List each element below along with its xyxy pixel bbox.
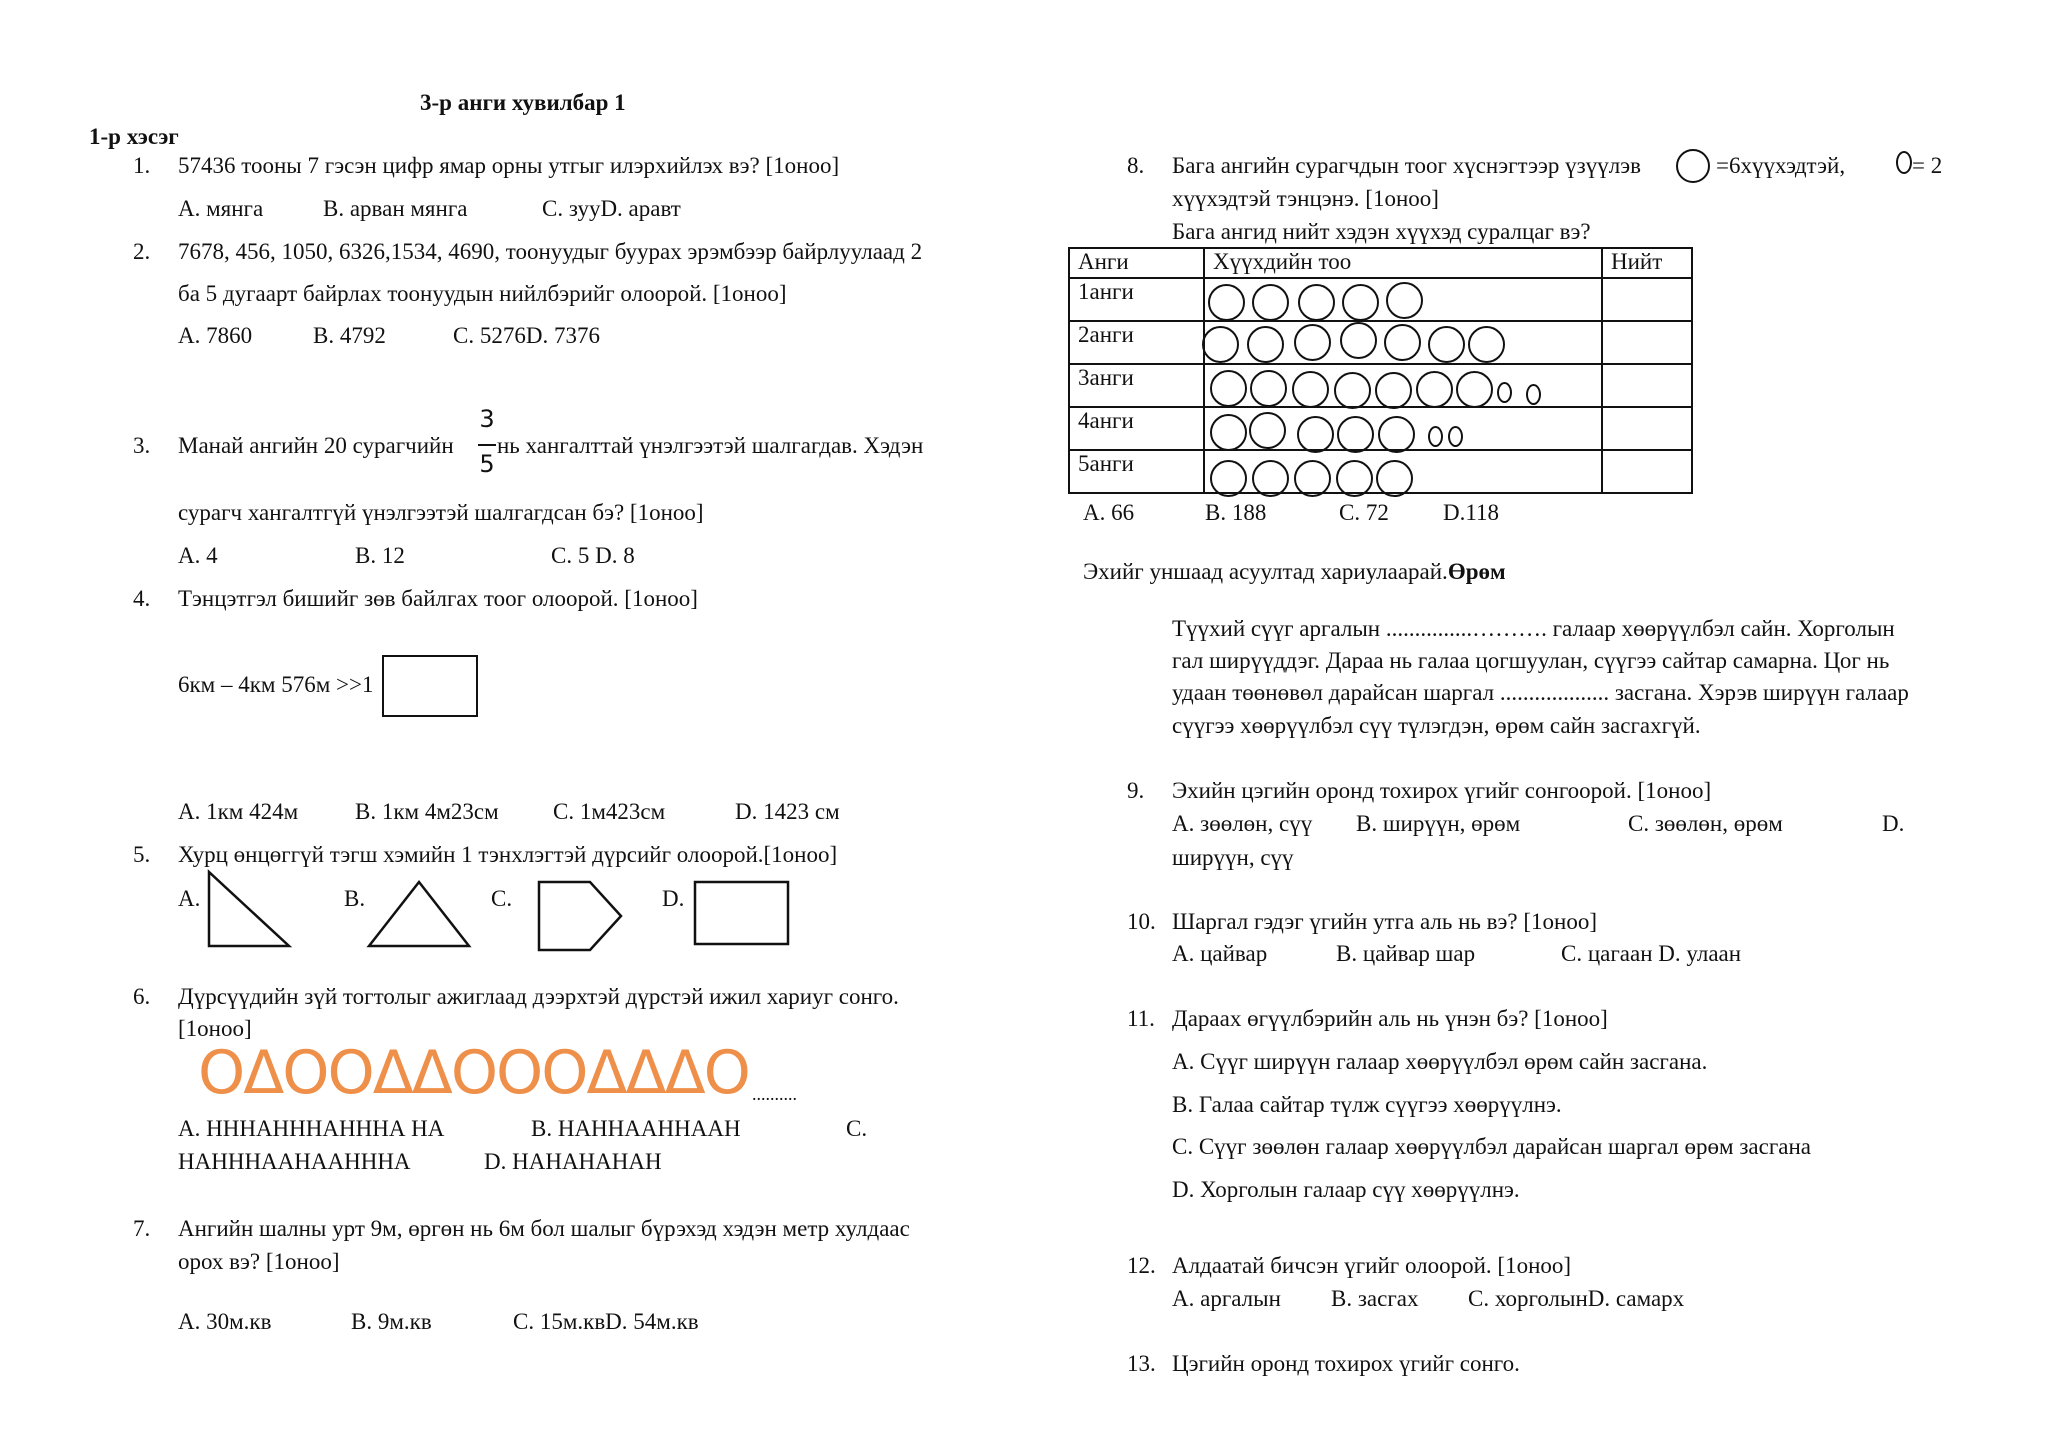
q8-option-a: A. 66 bbox=[1083, 500, 1135, 525]
q6-option-c: НАНННААНААНННА bbox=[178, 1149, 411, 1174]
q11-option-a: A. Сүүг ширүүн галаар хөөрүүлбэл өрөм сайн засгана. bbox=[1172, 1049, 1708, 1074]
big-circle-icon bbox=[1386, 282, 1423, 319]
pentagon-shape bbox=[535, 878, 625, 954]
big-circle-icon bbox=[1252, 460, 1289, 497]
q1-number: 1. bbox=[133, 153, 151, 178]
big-circle-icon bbox=[1298, 284, 1335, 321]
q8-line3: Бага ангид нийт хэдэн хүүхэд суралцаг вэ? bbox=[1172, 219, 1591, 244]
big-circle-icon bbox=[1249, 412, 1286, 449]
q4-option-b: B. 1км 4м23см bbox=[355, 799, 499, 824]
q9-option-a: A. зөөлөн, сүү bbox=[1172, 811, 1313, 836]
q9-option-c: C. зөөлөн, өрөм bbox=[1628, 811, 1783, 836]
q10-option-a: A. цайвар bbox=[1172, 941, 1268, 966]
table-row-label: 5анги bbox=[1069, 450, 1204, 493]
q3-fraction-numerator: 3 bbox=[479, 405, 495, 433]
big-circle-icon bbox=[1384, 324, 1421, 361]
big-circle-icon bbox=[1210, 414, 1247, 451]
big-circle-icon bbox=[1294, 324, 1331, 361]
small-circle-icon bbox=[1896, 151, 1912, 174]
q8-line2: хүүхэдтэй тэнцэнэ. [1оноо] bbox=[1172, 186, 1439, 211]
q4-text: Тэнцэтгэл бишийг зөв байлгах тоог олоорой. [1оноо] bbox=[178, 586, 698, 611]
q4-number: 4. bbox=[133, 586, 151, 611]
small-circle-icon bbox=[1497, 382, 1512, 403]
q2-option-a: A. 7860 bbox=[178, 323, 253, 348]
big-circle-icon bbox=[1375, 372, 1412, 409]
q7-number: 7. bbox=[133, 1216, 151, 1241]
q8-line1-c: = 2 bbox=[1912, 153, 1943, 178]
q5-number: 5. bbox=[133, 842, 151, 867]
q10-text: Шаргал гэдэг үгийн утга аль нь вэ? [1оноо] bbox=[1172, 909, 1597, 934]
q2-option-b: B. 4792 bbox=[313, 323, 386, 348]
reading-title: Өрөм bbox=[1447, 559, 1506, 584]
q12-option-c: C. хорголынD. самарх bbox=[1468, 1286, 1685, 1311]
big-circle-icon bbox=[1340, 322, 1377, 359]
q6-shape-pattern: OΔOOΔΔOOOΔΔΔO bbox=[198, 1038, 749, 1108]
table-header-grade: Анги bbox=[1069, 248, 1204, 278]
q2-line1: 7678, 456, 1050, 6326,1534, 4690, тоонуудыг буурах эрэмбээр байрлуулаад 2 bbox=[178, 239, 923, 264]
q11-text: Дараах өгүүлбэрийн аль нь үнэн бэ? [1оноо] bbox=[1172, 1006, 1608, 1031]
q9-option-d-label: D. bbox=[1882, 811, 1905, 836]
reading-instruction bbox=[1083, 559, 1506, 585]
big-circle-icon bbox=[1428, 326, 1465, 363]
q1-option-a: A. мянга bbox=[178, 196, 264, 221]
q13-text: Цэгийн оронд тохирох үгийг сонго. bbox=[1172, 1351, 1520, 1376]
q4-expression: 6км – 4км 576м >>1 bbox=[178, 672, 374, 697]
q3-text-pre: Манай ангийн 20 сурагчийн bbox=[178, 433, 454, 458]
big-circle-icon bbox=[1297, 416, 1334, 453]
table-row-label: 2анги bbox=[1069, 321, 1204, 364]
small-circle-icon bbox=[1526, 384, 1541, 405]
q3-option-a: A. 4 bbox=[178, 543, 218, 568]
q11-number: 11. bbox=[1127, 1006, 1155, 1031]
q3-text-post: нь хангалттай үнэлгээтэй шалгагдав. Хэдэн bbox=[497, 433, 924, 458]
q12-option-a: A. аргалын bbox=[1172, 1286, 1281, 1311]
reading-line-3: удаан төөнөвөл дарайсан шаргал ................... засгана. Хэрэв ширүүн галаар bbox=[1172, 680, 1909, 705]
q7-line2: орох вэ? [1оноо] bbox=[178, 1249, 340, 1274]
q12-option-b: B. засгах bbox=[1331, 1286, 1419, 1311]
table-header-total: Нийт bbox=[1602, 248, 1692, 278]
big-circle-icon bbox=[1210, 370, 1247, 407]
big-circle-icon bbox=[1334, 372, 1371, 409]
q2-number: 2. bbox=[133, 239, 151, 264]
big-circle-icon bbox=[1376, 460, 1413, 497]
big-circle-icon bbox=[1456, 371, 1493, 408]
reading-line-4: сүүгээ хөөрүүлбэл сүү түлэгдэн, өрөм сайн засгахгүй. bbox=[1172, 713, 1701, 738]
q6-option-a: A. НННАНННАНННА НА bbox=[178, 1116, 445, 1141]
q4-option-d: D. 1423 см bbox=[735, 799, 840, 824]
big-circle-icon bbox=[1336, 460, 1373, 497]
q4-option-c: C. 1м423см bbox=[553, 799, 666, 824]
q11-option-b: B. Галаа сайтар түлж сүүгээ хөөрүүлнэ. bbox=[1172, 1092, 1562, 1117]
q10-number: 10. bbox=[1127, 909, 1156, 934]
q9-option-b: B. ширүүн, өрөм bbox=[1356, 811, 1521, 836]
q8-option-d: D.118 bbox=[1443, 500, 1500, 525]
q3-number: 3. bbox=[133, 433, 151, 458]
q10-option-b: B. цайвар шар bbox=[1336, 941, 1476, 966]
small-circle-icon bbox=[1448, 426, 1463, 447]
big-circle-icon bbox=[1378, 416, 1415, 453]
q6-number: 6. bbox=[133, 984, 151, 1009]
big-circle-icon bbox=[1468, 326, 1505, 363]
big-circle-icon bbox=[1252, 284, 1289, 321]
right-triangle-shape bbox=[205, 868, 295, 950]
q8-option-b: B. 188 bbox=[1205, 500, 1267, 525]
q12-number: 12. bbox=[1127, 1253, 1156, 1278]
q6-line2: [1оноо] bbox=[178, 1016, 252, 1041]
q5-option-d: D. bbox=[662, 886, 685, 911]
q6-option-c-label: C. bbox=[846, 1116, 868, 1141]
q6-option-d: D. НАНАНАНАН bbox=[484, 1149, 662, 1174]
q6-option-b: B. НАННААННААН bbox=[531, 1116, 741, 1141]
big-circle-icon bbox=[1337, 416, 1374, 453]
q3-option-c: C. 5 D. 8 bbox=[551, 543, 635, 568]
page-title: 3-р анги хувилбар 1 bbox=[420, 90, 626, 115]
table-row-label: 3анги bbox=[1069, 364, 1204, 407]
q1-text: 57436 тооны 7 гэсэн цифр ямар орны утгыг илэрхийлэх вэ? [1оноо] bbox=[178, 153, 840, 178]
big-circle-icon bbox=[1676, 149, 1710, 183]
small-circle-icon bbox=[1428, 426, 1443, 447]
q4-option-a: A. 1км 424м bbox=[178, 799, 299, 824]
table-row-label: 1анги bbox=[1069, 278, 1204, 321]
big-circle-icon bbox=[1342, 284, 1379, 321]
q2-line2: ба 5 дугаарт байрлах тоонуудын нийлбэрийг олоорой. [1оноо] bbox=[178, 281, 787, 306]
q7-line1: Ангийн шалны урт 9м, өргөн нь 6м бол шалыг бүрэхэд хэдэн метр хулдаас bbox=[178, 1216, 910, 1241]
q3-fraction-bar bbox=[478, 444, 496, 446]
q5-option-a: A. bbox=[178, 886, 201, 911]
big-circle-icon bbox=[1250, 370, 1287, 407]
q6-dots: .......... bbox=[752, 1084, 797, 1104]
q11-option-c: C. Сүүг зөөлөн галаар хөөрүүлбэл дарайсан шаргал өрөм засгана bbox=[1172, 1134, 1811, 1159]
q1-option-c: C. зууD. аравт bbox=[542, 196, 681, 221]
q3-fraction-denominator: 5 bbox=[479, 450, 495, 478]
q5-option-b: B. bbox=[344, 886, 366, 911]
big-circle-icon bbox=[1294, 460, 1331, 497]
q7-option-a: A. 30м.кв bbox=[178, 1309, 272, 1334]
q3-option-b: B. 12 bbox=[355, 543, 405, 568]
q1-option-b: B. арван мянга bbox=[323, 196, 468, 221]
big-circle-icon bbox=[1247, 326, 1284, 363]
q8-line1-a: Бага ангийн сурагчдын тоог хүснэгтээр үзүүлэв bbox=[1172, 153, 1641, 178]
q3-line2: сурагч хангалтгүй үнэлгээтэй шалгагдсан бэ? [1оноо] bbox=[178, 500, 704, 525]
q4-answer-box bbox=[382, 655, 478, 717]
big-circle-icon bbox=[1202, 326, 1239, 363]
reading-line-2: гал ширүүддэг. Дараа нь галаа цогшуулан, сүүгээ сайтар самарна. Цог нь bbox=[1172, 648, 1890, 673]
q10-option-c: C. цагаан D. улаан bbox=[1561, 941, 1742, 966]
q9-option-d: ширүүн, сүү bbox=[1172, 845, 1294, 870]
reading-line-1: Түүхий сүүг аргалын ...............………. галаар хөөрүүлбэл сайн. Хорголын bbox=[1172, 616, 1895, 641]
q5-text: Хурц өнцөггүй тэгш хэмийн 1 тэнхлэгтэй дүрсийг олоорой.[1оноо] bbox=[178, 842, 838, 867]
q7-option-c: C. 15м.квD. 54м.кв bbox=[513, 1309, 699, 1334]
q8-number: 8. bbox=[1127, 153, 1145, 178]
q8-option-c: C. 72 bbox=[1339, 500, 1389, 525]
q2-option-c: C. 5276D. 7376 bbox=[453, 323, 600, 348]
isosceles-triangle-shape bbox=[365, 878, 475, 950]
q6-line1: Дүрсүүдийн зүй тогтолыг ажиглаад дээрхтэй дүрстэй ижил хариуг сонго. bbox=[178, 984, 899, 1009]
section-title: 1-р хэсэг bbox=[89, 124, 179, 149]
q9-number: 9. bbox=[1127, 778, 1145, 803]
table-row-label: 4анги bbox=[1069, 407, 1204, 450]
big-circle-icon bbox=[1210, 460, 1247, 497]
q7-option-b: B. 9м.кв bbox=[351, 1309, 432, 1334]
big-circle-icon bbox=[1292, 371, 1329, 408]
q13-number: 13. bbox=[1127, 1351, 1156, 1376]
rectangle-shape bbox=[693, 880, 791, 948]
q11-option-d: D. Хорголын галаар сүү хөөрүүлнэ. bbox=[1172, 1177, 1520, 1202]
big-circle-icon bbox=[1416, 371, 1453, 408]
q12-text: Алдаатай бичсэн үгийг олоорой. [1оноо] bbox=[1172, 1253, 1572, 1278]
table-header-count: Хүүхдийн тоо bbox=[1204, 248, 1602, 278]
q8-line1-b: =6хүүхэдтэй, bbox=[1716, 153, 1846, 178]
q5-option-c: C. bbox=[491, 886, 513, 911]
q9-text: Эхийн цэгийн оронд тохирох үгийг сонгоорой. [1оноо] bbox=[1172, 778, 1712, 803]
pictograph-table bbox=[1068, 247, 1693, 494]
reading-instruction-text: Эхийг уншаад асуултад хариулаарай. bbox=[1083, 559, 1448, 584]
big-circle-icon bbox=[1208, 284, 1245, 321]
